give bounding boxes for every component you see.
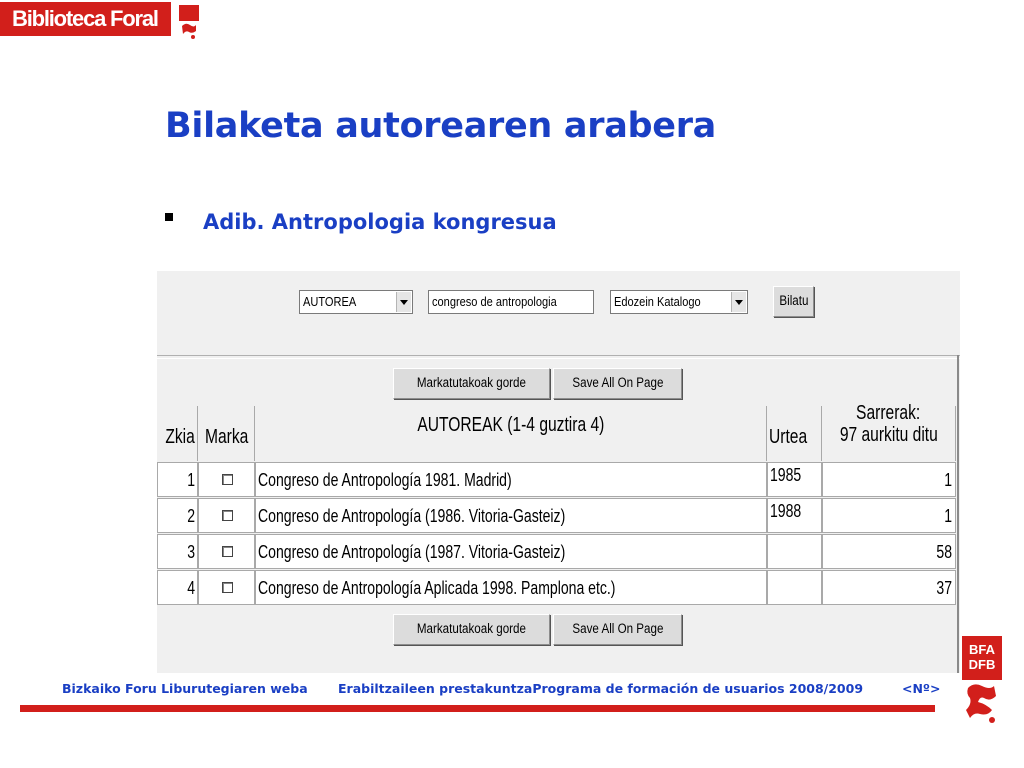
row-mark-cell <box>198 498 255 533</box>
col-header-zkia <box>157 426 197 449</box>
col-divider <box>197 406 198 461</box>
save-all-button-bottom[interactable] <box>553 614 682 645</box>
search-field-value: AUTOREA <box>303 294 357 309</box>
author-link[interactable] <box>255 534 767 569</box>
bfa-dfb-logo <box>962 636 1002 726</box>
row-num <box>157 534 198 569</box>
col-header-sarrerak-label: Sarrerak: <box>856 402 921 424</box>
col-header-urtea-label: Urtea <box>769 426 808 448</box>
catalog-select[interactable] <box>610 290 748 314</box>
author-link-text: Congreso de Antropología (1987. Vitoria-Gasteiz) <box>258 542 566 562</box>
logo-line-2: DFB <box>968 657 996 672</box>
footer-page-number: <Nº> <box>902 681 941 696</box>
row-year <box>767 462 822 497</box>
chevron-down-icon[interactable] <box>731 292 746 312</box>
row-year-text: 1988 <box>770 501 802 521</box>
row-num <box>157 570 198 605</box>
row-num-text: 1 <box>187 470 195 490</box>
row-entries-text: 37 <box>936 578 952 598</box>
row-checkbox[interactable] <box>222 582 233 593</box>
row-entries <box>822 570 956 605</box>
row-entries <box>822 534 956 569</box>
col-header-urtea <box>767 426 821 449</box>
search-query: congreso de antropologia <box>432 294 557 309</box>
author-link-text: Congreso de Antropología 1981. Madrid) <box>258 470 512 490</box>
row-num <box>157 462 198 497</box>
search-input[interactable] <box>428 290 594 314</box>
footer-website: Bizkaiko Foru Liburutegiaren weba <box>62 681 308 696</box>
col-header-sarrerak <box>822 402 955 446</box>
search-submit-button[interactable] <box>773 286 814 317</box>
col-header-marka-label: Marka <box>205 426 249 448</box>
col-header-autoreak <box>255 414 766 437</box>
bullet-icon <box>165 213 173 221</box>
row-mark-cell <box>198 534 255 569</box>
footer-program: Erabiltzaileen prestakuntzaPrograma de formación de usuarios 2008/2009 <box>338 681 864 696</box>
author-link-text: Congreso de Antropología Aplicada 1998. Pamplona etc.) <box>258 578 616 598</box>
row-entries-text: 58 <box>936 542 952 562</box>
row-num-text: 4 <box>187 578 195 598</box>
row-entries <box>822 462 956 497</box>
row-num-text: 3 <box>187 542 195 562</box>
slide-title: Bilaketa autorearen arabera <box>165 106 716 146</box>
col-header-marka <box>199 426 253 449</box>
slide-bullet: Adib. Antropologia kongresua <box>203 210 557 234</box>
row-mark-cell <box>198 462 255 497</box>
row-entries <box>822 498 956 533</box>
bfa-logo-icon <box>178 4 200 40</box>
col-header-zkia-label: Zkia <box>165 426 195 448</box>
save-all-label: Save All On Page <box>571 375 663 390</box>
col-header-autoreak-label: AUTOREAK (1-4 guztira 4) <box>417 414 604 436</box>
row-year <box>767 570 822 605</box>
save-all-label: Save All On Page <box>571 621 663 636</box>
col-divider <box>955 406 956 461</box>
col-header-sarrerak-count: 97 aurkitu ditu <box>839 424 938 446</box>
author-link[interactable] <box>255 498 767 533</box>
brand-logo: Biblioteca Foral <box>0 2 171 36</box>
author-link[interactable] <box>255 570 767 605</box>
divider <box>157 355 960 359</box>
save-all-button[interactable] <box>553 368 682 399</box>
lion-icon <box>962 682 1002 726</box>
row-checkbox[interactable] <box>222 510 233 521</box>
row-year <box>767 498 822 533</box>
row-checkbox[interactable] <box>222 546 233 557</box>
row-year-text: 1985 <box>770 465 802 485</box>
save-marked-button-bottom[interactable] <box>393 614 550 645</box>
row-mark-cell <box>198 570 255 605</box>
chevron-down-icon[interactable] <box>396 292 411 312</box>
row-num <box>157 498 198 533</box>
author-link[interactable] <box>255 462 767 497</box>
search-field-select[interactable] <box>299 290 413 314</box>
logo-line-1: BFA <box>969 642 995 657</box>
search-submit-label: Bilatu <box>778 293 809 308</box>
bfa-dfb-logo-box <box>962 636 1002 680</box>
catalog-panel <box>157 271 960 673</box>
row-year <box>767 534 822 569</box>
save-marked-label: Markatutakoak gorde <box>416 621 527 636</box>
row-num-text: 2 <box>187 506 195 526</box>
row-checkbox[interactable] <box>222 474 233 485</box>
search-bar <box>157 271 960 355</box>
row-entries-text: 1 <box>944 470 952 490</box>
footer-divider <box>20 705 935 712</box>
catalog-value: Edozein Katalogo <box>614 294 701 309</box>
author-link-text: Congreso de Antropología (1986. Vitoria-Gasteiz) <box>258 506 566 526</box>
save-marked-label: Markatutakoak gorde <box>416 375 527 390</box>
save-marked-button[interactable] <box>393 368 550 399</box>
panel-edge <box>957 355 959 673</box>
row-entries-text: 1 <box>944 506 952 526</box>
